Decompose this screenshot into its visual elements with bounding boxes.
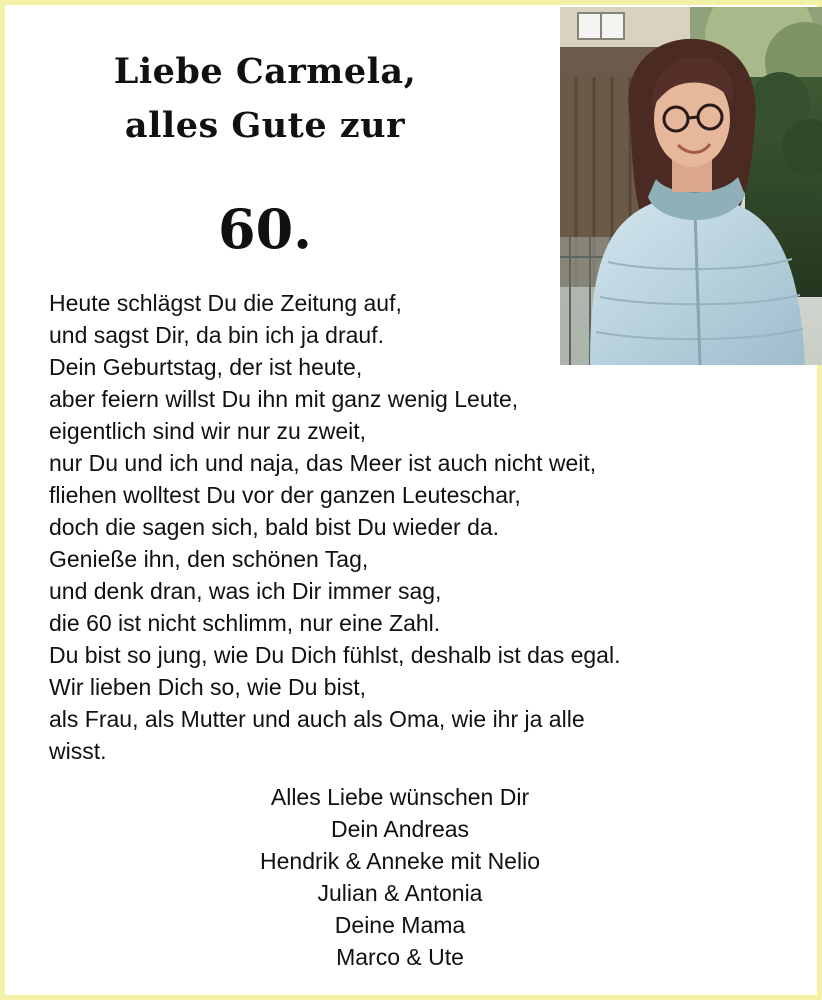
poem-line: wisst. (49, 738, 107, 764)
signature-line: Alles Liebe wünschen Dir (270, 784, 530, 810)
poem-line: eigentlich sind wir nur zu zweit, (49, 418, 367, 444)
poem-line: Du bist so jung, wie Du Dich fühlst, deshalb ist das egal. (49, 642, 621, 668)
poem-line: als Frau, als Mutter und auch als Oma, wie ihr ja alle (49, 706, 585, 732)
poem-line: und denk dran, was ich Dir immer sag, (49, 578, 442, 604)
headline-line-1: Liebe Carmela, (113, 51, 417, 92)
poem-line: doch die sagen sich, bald bist Du wieder da. (49, 514, 500, 540)
poem-line: die 60 ist nicht schlimm, nur eine Zahl. (49, 610, 441, 636)
signature-line: Dein Andreas (330, 816, 470, 842)
poem-line: und sagst Dir, da bin ich ja drauf. (49, 322, 384, 348)
signature-line: Hendrik & Anneke mit Nelio (260, 848, 540, 874)
poem-text (49, 287, 749, 767)
signature-block (155, 781, 645, 973)
poem-line: Wir lieben Dich so, wie Du bist, (49, 674, 366, 700)
poem-line: fliehen wolltest Du vor der ganzen Leuteschar, (49, 482, 521, 508)
poem-line: aber feiern willst Du ihn mit ganz wenig Leute, (49, 386, 519, 412)
headline (45, 45, 485, 259)
signature-line: Deine Mama (334, 912, 466, 938)
headline-line-2: alles Gute zur (124, 105, 406, 146)
headline-age: 60. (218, 197, 312, 261)
signature-line: Julian & Antonia (317, 880, 483, 906)
signature-line: Marco & Ute (336, 944, 464, 970)
poem-line: Heute schlägst Du die Zeitung auf, (49, 290, 402, 316)
poem-line: nur Du und ich und naja, das Meer ist auch nicht weit, (49, 450, 597, 476)
poem-line: Genieße ihn, den schönen Tag, (49, 546, 369, 572)
poem-line: Dein Geburtstag, der ist heute, (49, 354, 363, 380)
